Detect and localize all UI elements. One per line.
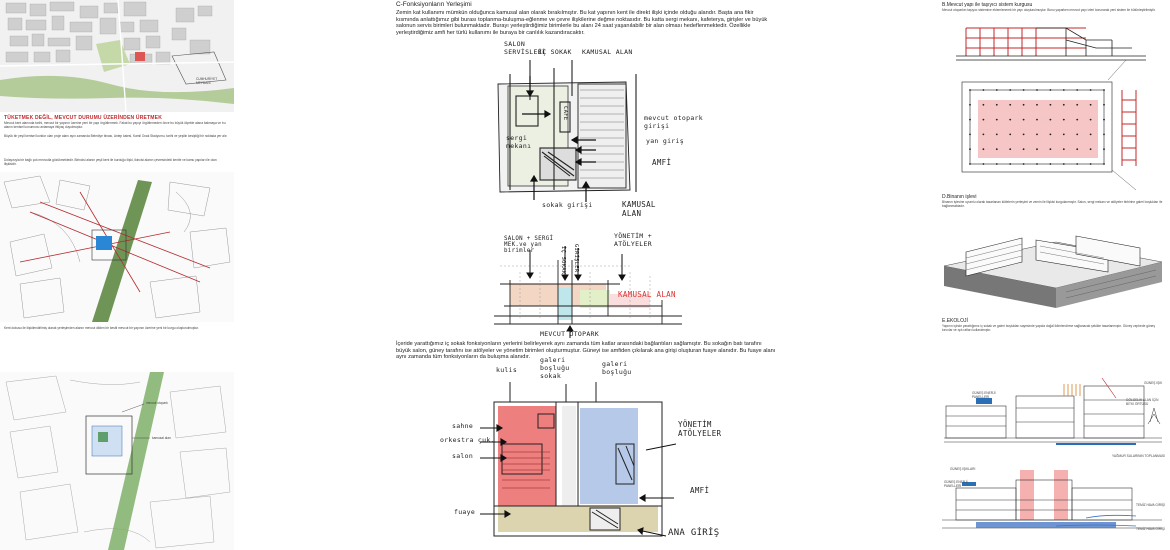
eco-label-air-1: TEMİZ HAVA GİRİŞİ: [1136, 503, 1165, 507]
label-sokak-girisi: sokak girişi: [542, 201, 593, 209]
label-fuaye: fuaye: [454, 508, 476, 516]
label-orkestra: orkestra çuk.: [440, 436, 495, 444]
label-salon-servisleri: SALON SERVİSLERİ: [504, 40, 547, 56]
grid-dot: [1090, 134, 1092, 136]
para-1: Zemin kat kullanımı mümkün olduğunca kamusal alan olarak bırakılmıştır. Bu kat yapının kent ile direkt ilişki içinde olduğu alandır. Başta ana fikir kısmında anlattığımız gibi burası toplanma-buluşma-eğlenme ve çevre ilişkilerine değme noktasıdır. Bu katta sergi mekanı, kafeterya, girişler ve büyük salonun servis birimleri bulunmaktadır. Burayı yerleştirdiğimiz birimlerle bu alanı 24 saat yaşanılabilir bir alan olması hedeflenmektedir. Özellikle yerleştirdiğimiz amfi her türlü kullanımı ile buraya bir canlılık kazandıracaktır.: [396, 10, 768, 37]
eco-label-air-2: TEMİZ HAVA GİRİŞİ: [1136, 527, 1165, 531]
grid-dot: [1076, 134, 1078, 136]
grid-dot: [1103, 134, 1105, 136]
left-caption-1: Büyük bir yeşil kentsel koridor olan proje alanı aynı zamanda Belediye binası, Antep kalesi, Kamil Ocak Stadyumu, tarihi ve yeşilin kesiştiği bir noktada yer alır.: [4, 134, 228, 138]
grid-dot: [1050, 89, 1052, 91]
grid-dot: [1009, 134, 1011, 136]
label-galeri-bosluğu: galeri boşluğu: [602, 360, 632, 376]
left-title: TÜKETMEK DEĞİL, MEVCUT DURUMU ÜZERİNDEN ÜRETMEK: [4, 115, 163, 121]
grid-dot: [1076, 119, 1078, 121]
label-mevcut-otopark-girisi: mevcut otopark girişi: [644, 114, 703, 130]
grid-dot: [983, 89, 985, 91]
eco-label-panels: GÜNEŞ ENERJİ PANELLERİ: [944, 480, 968, 488]
grid-dot: [969, 119, 971, 121]
grid-dot: [1090, 119, 1092, 121]
grid-dot: [969, 148, 971, 150]
grid-dot: [1050, 163, 1052, 165]
grid-dot: [1076, 104, 1078, 106]
grid-dot: [1036, 163, 1038, 165]
label-kamusal-alan-section: KAMUSAL ALAN: [618, 290, 676, 299]
site-label-existing: mevcut otopark: [146, 401, 168, 405]
para-2: İçeride yarattığımız iç sokak fonksiyonların yerlerini belirleyerek aynı zamanda tüm katlar arasındaki bağlantıları sağlamıştır. Bu sokağın batı tarafını büyük salon, güney tarafını ise atölyeler ve yönetim birimleri oluşturmuştur. Güneyi ise amfiden çıkılarak ana girişi oluşturan fuaye alanıdır. Bu fuaye alanı aynı zamanda tüm fonksiyonların da buluşma alanıdır.: [396, 341, 776, 361]
left-caption-3: Kent dokusu ile ilişkilendirilmiş olarak yerleşimden alanın mevcut dilden bir kesiti mevcut bir yapının üzerine yeni bir kurgu oluşturulmuştur.: [4, 326, 199, 330]
grid-dot: [1023, 119, 1025, 121]
structure-grid-plan: [936, 70, 1170, 190]
grid-dot: [1103, 119, 1105, 121]
grid-dot: [1050, 148, 1052, 150]
label-amfi: AMFİ: [652, 158, 672, 167]
grid-dot: [996, 134, 998, 136]
eco-label-shading: GÖLGELİK ALAN İÇİN BİTKİ ÖRTÜSÜ: [1126, 398, 1159, 406]
eco-label-rain: YAĞMUR SULARININ TOPLANMASI: [1112, 454, 1165, 458]
label-ic-sokak-section: İÇ SOKAK: [560, 246, 566, 275]
label-kamusal-alan: KAMUSAL ALAN: [582, 48, 633, 56]
grid-dot: [996, 148, 998, 150]
label-yonetim-section: YÖNETİM + ATÖLYELER: [614, 232, 652, 248]
right-heading-2: D.Binanın işlevi: [942, 194, 977, 200]
right-board-panel: [936, 0, 1170, 550]
grid-dot: [1076, 148, 1078, 150]
grid-dot: [969, 134, 971, 136]
label-kamusal-alan-bottom: KAMUSAL ALAN: [622, 200, 656, 218]
grid-dot: [1023, 134, 1025, 136]
label-kulis: kulis: [496, 366, 518, 374]
axonometric-section: [936, 222, 1170, 312]
grid-dot: [1103, 104, 1105, 106]
grid-dot: [1050, 104, 1052, 106]
figure-ground-map: [0, 0, 234, 112]
grid-dot: [996, 89, 998, 91]
grid-dot: [996, 119, 998, 121]
grid-dot: [1036, 148, 1038, 150]
grid-dot: [1063, 148, 1065, 150]
label-galeri-bosluğu-sokak: galeri boşluğu sokak: [540, 356, 570, 380]
grid-dot: [1076, 89, 1078, 91]
grid-dot: [1009, 104, 1011, 106]
label-mevcut-otopark: MEVCUT OTOPARK: [540, 330, 599, 338]
grid-dot: [1090, 104, 1092, 106]
grid-dot: [1023, 148, 1025, 150]
label-ana-giris: ANA GİRİŞ: [668, 528, 720, 538]
grid-dot: [969, 163, 971, 165]
grid-dot: [1036, 119, 1038, 121]
ground-floor-sketch: [390, 0, 780, 190]
gap-left: [234, 0, 390, 550]
grid-dot: [983, 163, 985, 165]
grid-dot: [1036, 104, 1038, 106]
label-sergi-mekani: sergi mekanı: [506, 134, 532, 150]
right-text-1: Mevcut otoparkın taşıyıcı sistemine eklemlenerek bir yapı oluşturulmuştur. Bunu yaparken mevcut yapı izleri korunarak yeni sistem ile bütünleştirilmiştir.: [942, 8, 1156, 12]
grid-dot: [1023, 163, 1025, 165]
grid-dot: [983, 148, 985, 150]
label-girisler: GİRİŞLER: [573, 244, 579, 273]
ventilation-section: [936, 466, 1170, 546]
grid-dot: [969, 89, 971, 91]
right-text-3: Yapının içinde yarattığımız iç sokak ve galeri boşlukları sayesinde yapıda doğal iklimlendirme sağlanacak şekilde tasarlanmıştır. Güney cephede güneş kırıcılar ve ışık rafları kullanılmıştır.: [942, 324, 1155, 332]
ecology-section: [936, 378, 1170, 458]
grid-dot: [1036, 134, 1038, 136]
grid-dot: [983, 119, 985, 121]
middle-board-panel: [390, 0, 780, 550]
right-heading-3: E.EKOLOJİ: [942, 318, 968, 324]
grid-dot: [1009, 148, 1011, 150]
grid-dot: [1090, 89, 1092, 91]
grid-dot: [1009, 163, 1011, 165]
grid-dot: [1090, 163, 1092, 165]
label-sahne: sahne: [452, 422, 474, 430]
left-intro: Mevcut kent alanında tarihi, mevcut bir yapının üzerine yeni bir yapı örgütlenmek. Fakat bu yapıyı örgütlemeden önce bu büyük ölçekte alana bakmaya ve bu alanın kentsel konumunu anlamaya ihtiyaç duyulmuştur.: [4, 121, 226, 129]
grid-dot: [1023, 89, 1025, 91]
label-salon-sergi: SALON + SERGİ MEK.ve yan birimler: [504, 236, 554, 254]
grid-dot: [1063, 134, 1065, 136]
grid-dot: [1090, 148, 1092, 150]
grid-dot: [996, 104, 998, 106]
label-amfi-2: AMFİ: [690, 486, 710, 495]
grid-dot: [983, 104, 985, 106]
grid-dot: [1009, 89, 1011, 91]
left-board-panel: [0, 0, 234, 550]
grid-dot: [1023, 104, 1025, 106]
structure-elevation: [936, 16, 1170, 66]
grid-dot: [1063, 119, 1065, 121]
site-plan: [0, 372, 234, 550]
section-title: C-Fonksiyonların Yerleşimi: [396, 1, 472, 8]
grid-dot: [969, 104, 971, 106]
label-yonetim-atolyeler: YÖNETİM ATÖLYELER: [678, 420, 722, 438]
grid-dot: [1103, 89, 1105, 91]
grid-dot: [1009, 119, 1011, 121]
eco-label-sun: GÜNEŞ IŞIK: [1144, 381, 1163, 385]
site-label-public: kamusal alan: [152, 436, 171, 440]
grid-dot: [996, 163, 998, 165]
label-yan-giris: yan giriş: [646, 137, 684, 145]
grid-dot: [1050, 119, 1052, 121]
grid-dot: [1063, 104, 1065, 106]
section-sketch: [390, 220, 780, 340]
label-ic-sokak: İÇ SOKAK: [538, 48, 572, 56]
grid-dot: [1063, 163, 1065, 165]
first-floor-sketch: [390, 380, 780, 550]
grid-dot: [1103, 148, 1105, 150]
grid-dot: [1103, 163, 1105, 165]
right-text-2: Binanın işlevine uyumlu olarak tasarlanan kütlelerin yerleşimi ve zemin ile ilişkisi kurgulanmıştır. Salon, sergi mekanı ve atölyeler birbirine galeri boşlukları ile bağlanmaktadır.: [942, 200, 1163, 208]
grid-dot: [1076, 163, 1078, 165]
grid-dot: [1063, 89, 1065, 91]
map-label-cumhuriyet: CUMHURİYET MEYDANI: [196, 77, 218, 85]
eco-label-solar: GÜNEŞ ENERJİ PANELLERİ: [972, 391, 996, 399]
grid-dot: [983, 134, 985, 136]
grid-dot: [1036, 89, 1038, 91]
gap-right: [780, 0, 936, 550]
left-caption-2: Dolayısıyla bir bağlı çok mevcutla gözükmektedir. Birincisi alanın yeşil kent ile kurduğu ilişki, ikincisi alanın çevresindeki kentle ve kamu yapıları ile olan ilişkisidir.: [4, 158, 217, 166]
label-salon: salon: [452, 452, 474, 460]
grid-dot: [1050, 134, 1052, 136]
label-cafe: CAFE: [562, 106, 568, 121]
green-corridor-diagram: [0, 172, 234, 322]
right-heading-1: B.Mevcut yapı ile taşıyıcı sistem kurgusu: [942, 2, 1033, 8]
eco-label-winter: GÜNEŞ IŞIKLARI: [950, 467, 976, 471]
